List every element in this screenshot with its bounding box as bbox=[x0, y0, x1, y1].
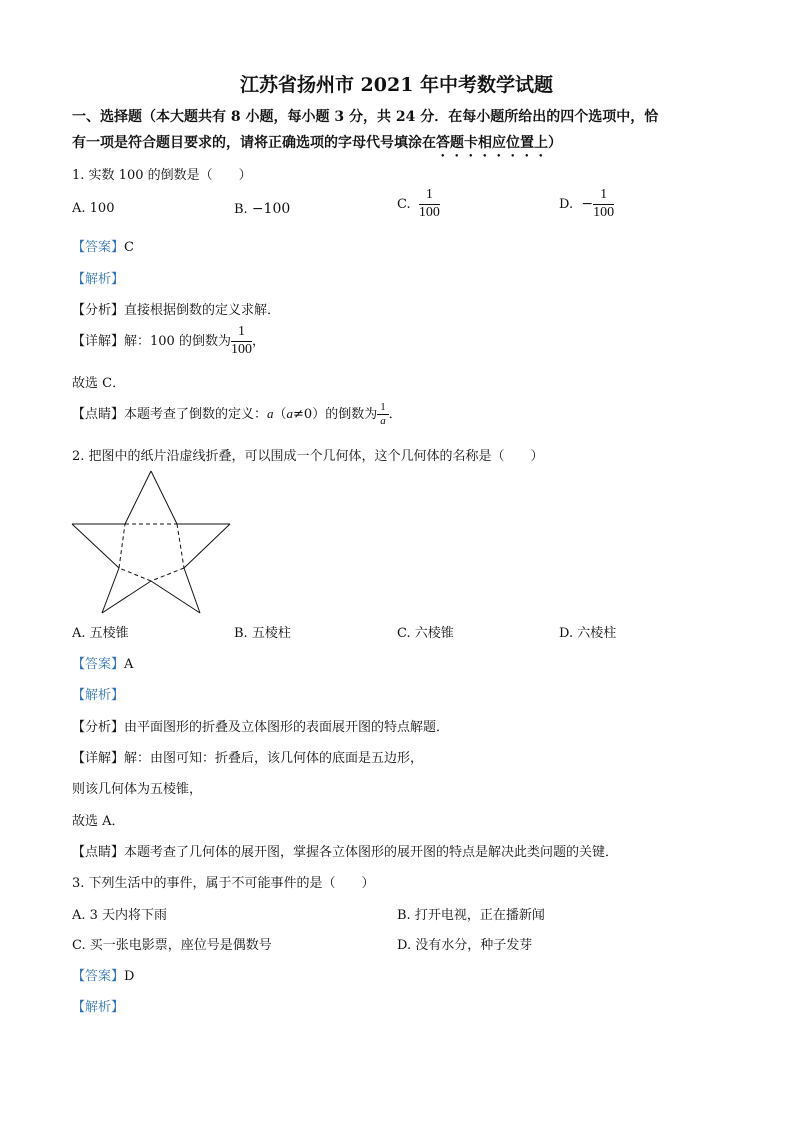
fraction-numerator: 1 bbox=[593, 187, 614, 205]
q1-option-c bbox=[397, 187, 440, 222]
q2-stem: 2. 把图中的纸片沿虚线折叠，可以围成一个几何体，这个几何体的名称是（ ） bbox=[72, 449, 544, 464]
fraction-denominator: 100 bbox=[230, 341, 252, 357]
section-heading-line2 bbox=[72, 132, 562, 160]
q1-option-b bbox=[234, 201, 290, 217]
q3-answer bbox=[72, 965, 134, 984]
answer-value: D bbox=[124, 969, 135, 984]
fraction-numerator: 1 bbox=[377, 401, 389, 415]
answer-tag: 【答案】 bbox=[72, 969, 125, 984]
q3-option-b: B. 打开电视，正在播新闻 bbox=[397, 908, 545, 923]
var-a: a bbox=[267, 406, 274, 422]
star-outline bbox=[72, 524, 119, 568]
q3-stem: 3. 下列生活中的事件，属于不可能事件的是（ ） bbox=[72, 876, 375, 891]
fold-line bbox=[119, 568, 151, 581]
star-net-figure bbox=[70, 468, 234, 616]
q2-choose: 故选 A． bbox=[72, 814, 125, 829]
var-a: a bbox=[286, 406, 294, 422]
fraction-denominator: 100 bbox=[418, 204, 440, 220]
section-heading-text: 有一项是符合题目要求的，请将正确选项的字母代号填涂在 bbox=[72, 135, 436, 151]
star-outline bbox=[125, 471, 151, 524]
q2-option-a: A. 五棱锥 bbox=[72, 626, 129, 641]
q1-dianjing bbox=[72, 401, 402, 428]
section-heading-line1: 一、选择题（本大题共有 8 小题，每小题 3 分，共 24 分．在每小题所给出的四个选项中，恰 bbox=[72, 109, 659, 125]
q1-answer bbox=[72, 236, 134, 255]
q2-fenxi: 【分析】由平面图形的折叠及立体图形的表面展开图的特点解题． bbox=[72, 720, 450, 735]
q3-option-d: D. 没有水分，种子发芽 bbox=[397, 938, 533, 953]
q1-option-c-fraction bbox=[419, 187, 440, 222]
answer-value: A bbox=[124, 657, 134, 672]
fraction-numerator: 1 bbox=[419, 187, 440, 205]
q2-dianjing: 【点睛】本题考查了几何体的展开图，掌握各立体图形的展开图的特点是解决此类问题的关键． bbox=[72, 845, 619, 860]
q2-conclusion: 则该几何体为五棱锥， bbox=[72, 782, 203, 797]
q1-xiangjie-fraction bbox=[231, 324, 252, 359]
page-title: 江苏省扬州市 2021 年中考数学试题 bbox=[239, 74, 554, 96]
fold-line bbox=[151, 568, 184, 581]
star-outline bbox=[102, 568, 119, 613]
q2-option-c: C. 六棱锥 bbox=[397, 626, 454, 641]
fraction-denominator: a bbox=[380, 415, 386, 428]
q2-analysis-tag: 【解析】 bbox=[72, 688, 125, 703]
q1-stem: 1. 实数 100 的倒数是（ ） bbox=[72, 168, 252, 183]
answer-value: C bbox=[124, 240, 134, 255]
q1-dianjing-mid: ≠0）的倒数为 bbox=[293, 407, 378, 423]
fraction-numerator: 1 bbox=[231, 324, 252, 342]
star-outline bbox=[151, 471, 177, 524]
q1-option-b-value: −100 bbox=[251, 201, 291, 217]
q1-dianjing-text: 【点睛】本题考查了倒数的定义： bbox=[72, 407, 268, 423]
q2-option-b: B. 五棱柱 bbox=[234, 626, 291, 641]
q3-option-c: C. 买一张电影票，座位号是偶数号 bbox=[72, 938, 272, 953]
q1-option-d bbox=[559, 187, 614, 222]
q3-option-a: A. 3 天内将下雨 bbox=[72, 908, 168, 923]
q1-option-d-sign: − bbox=[581, 195, 594, 212]
q1-option-b-label: B. bbox=[234, 202, 248, 217]
star-outline bbox=[102, 581, 151, 613]
q2-option-d: D. 六棱柱 bbox=[559, 626, 617, 641]
q1-xiangjie-comma: ， bbox=[251, 333, 265, 349]
section-heading-emphasis: 答题卡相应位置上 bbox=[436, 135, 548, 151]
q1-xiangjie-text: 【详解】解：100 的倒数为 bbox=[72, 333, 231, 349]
q1-option-c-label: C. bbox=[397, 196, 411, 212]
q1-option-d-fraction bbox=[593, 187, 614, 222]
star-outline bbox=[151, 581, 200, 613]
fraction-denominator: 100 bbox=[593, 204, 615, 220]
q1-xiangjie bbox=[72, 324, 265, 359]
q3-analysis-tag: 【解析】 bbox=[72, 1000, 125, 1015]
star-outline bbox=[184, 524, 230, 568]
q1-dianjing-end: ． bbox=[388, 407, 402, 423]
star-outline bbox=[184, 568, 200, 613]
q2-answer bbox=[72, 653, 133, 672]
section-heading-close: ） bbox=[548, 135, 562, 151]
q1-fenxi: 【分析】直接根据倒数的定义求解． bbox=[72, 303, 281, 318]
fold-line bbox=[177, 524, 184, 568]
q1-option-a: A. 100 bbox=[72, 201, 115, 216]
answer-tag: 【答案】 bbox=[72, 657, 125, 672]
fold-line bbox=[119, 524, 125, 568]
answer-tag: 【答案】 bbox=[72, 240, 125, 255]
q1-option-d-label: D. bbox=[559, 196, 574, 212]
paren-open: （ bbox=[273, 407, 287, 423]
q2-xiangjie: 【详解】解：由图可知：折叠后，该几何体的底面是五边形， bbox=[72, 751, 424, 766]
q1-dianjing-fraction bbox=[377, 401, 389, 428]
q1-choose: 故选 C． bbox=[72, 376, 126, 391]
q1-analysis-tag: 【解析】 bbox=[72, 272, 125, 287]
